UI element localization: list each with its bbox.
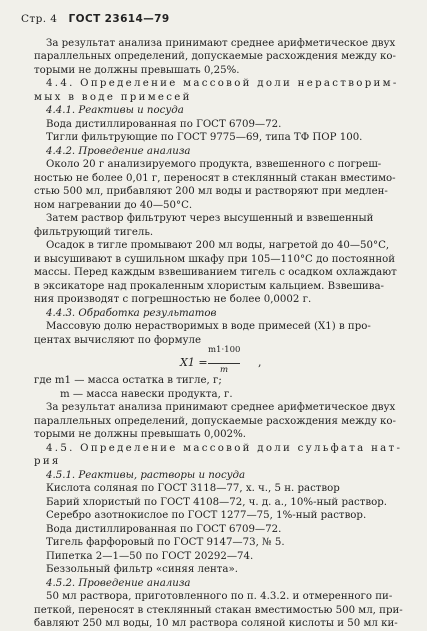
section-heading: 4.4. Определение массовой доли нерастворим- [46,78,399,90]
fraction-bar [208,363,240,364]
text-line: в эксикаторе над прокаленным хлористым кальцием. Взвешива- [34,280,384,292]
subsection-heading: 4.4.3. Обработка результатов [46,307,217,319]
formula-numerator: m1·100 [208,345,241,356]
text-line: Осадок в тигле промывают 200 мл воды, нагретой до 40—50°С, [46,240,390,252]
text-line: где m1 — масса остатка в тигле, г; [34,375,222,387]
subsection-heading: 4.5.2. Проведение анализа [46,577,191,589]
subsection-heading: 4.4.2. Проведение анализа [46,145,191,157]
formula [180,345,262,376]
text-line: ностью не более 0,01 г, переносят в стеклянный стакан вместимо- [34,172,396,184]
text-line: Пипетка 2—1—50 по ГОСТ 20292—74. [46,550,254,562]
page-number: Стр. 4 [21,13,58,25]
text-line: Затем раствор фильтруют через высушенный и взвешенный [46,213,374,225]
formula-tail: , [258,356,262,370]
text-line: и высушивают в сушильном шкафу при 105—110°С до постоянной [34,253,396,265]
text-line: стью 500 мл, прибавляют 200 мл воды и растворяют при медлен- [34,186,388,198]
text-line: Около 20 г анализируемого продукта, взвешенного с погреш- [46,159,382,171]
text-line: Вода дистиллированная по ГОСТ 6709—72. [46,118,282,130]
text-line: 50 мл раствора, приготовленного по п. 4.3.2. и отмеренного пи- [46,591,393,603]
section-heading: мых в воде примесей [34,91,192,103]
text-line: параллельных определений, допускаемые расхождения между ко- [34,51,396,63]
text-line: фильтрующий тигель. [34,226,154,238]
standard-number: ГОСТ 23614—79 [68,13,170,25]
text-line: За результат анализа принимают среднее арифметическое двух [46,38,396,49]
text-line: ния производят с погрешностью не более 0,0002 г. [34,294,312,306]
text-line: центах вычисляют по формуле [34,334,201,346]
text-line: петкой, переносят в стеклянный стакан вместимостью 500 мл, при- [34,604,403,616]
formula-lhs: X1 = [180,356,208,370]
section-heading: рия [34,456,61,468]
text-line: За результат анализа принимают среднее арифметическое двух [46,402,396,414]
text-line: бавляют 250 мл воды, 10 мл раствора соляной кислоты и 50 мл ки- [34,618,398,629]
text-line: Массовую долю нерастворимых в воде примесей (X1) в про- [46,321,371,333]
text-line: m — масса навески продукта, г. [60,388,233,400]
text-line: Тигель фарфоровый по ГОСТ 9147—73, № 5. [46,537,285,549]
section-heading: 4.5. Определение массовой доли сульфата нат- [46,442,403,454]
text-line: Кислота соляная по ГОСТ 3118—77, х. ч., 5 н. раствор [46,483,340,495]
page-header [21,13,170,25]
text-line: Вода дистиллированная по ГОСТ 6709—72. [46,523,282,535]
text-line: Беззольный фильтр «синяя лента». [46,564,238,576]
text-line: ном нагревании до 40—50°С. [34,199,193,211]
text-line: Серебро азотнокислое по ГОСТ 1277—75, 1%-ный раствор. [46,510,367,522]
text-line: массы. Перед каждым взвешиванием тигель с осадком охлаждают [34,267,397,279]
text-line: торыми не должны превышать 0,25%. [34,64,240,76]
text-line: Тигли фильтрующие по ГОСТ 9775—69, типа ТФ ПОР 100. [46,132,363,144]
text-line: Барий хлористый по ГОСТ 4108—72, ч. д. а., 10%-ный раствор. [46,496,388,508]
subsection-heading: 4.4.1. Реактивы и посуда [46,105,184,117]
subsection-heading: 4.5.1. Реактивы, растворы и посуда [46,469,246,481]
formula-denominator: m [219,365,229,376]
text-line: торыми не должны превышать 0,002%. [34,429,247,441]
text-line: параллельных определений, допускаемые расхождения между ко- [34,415,396,427]
